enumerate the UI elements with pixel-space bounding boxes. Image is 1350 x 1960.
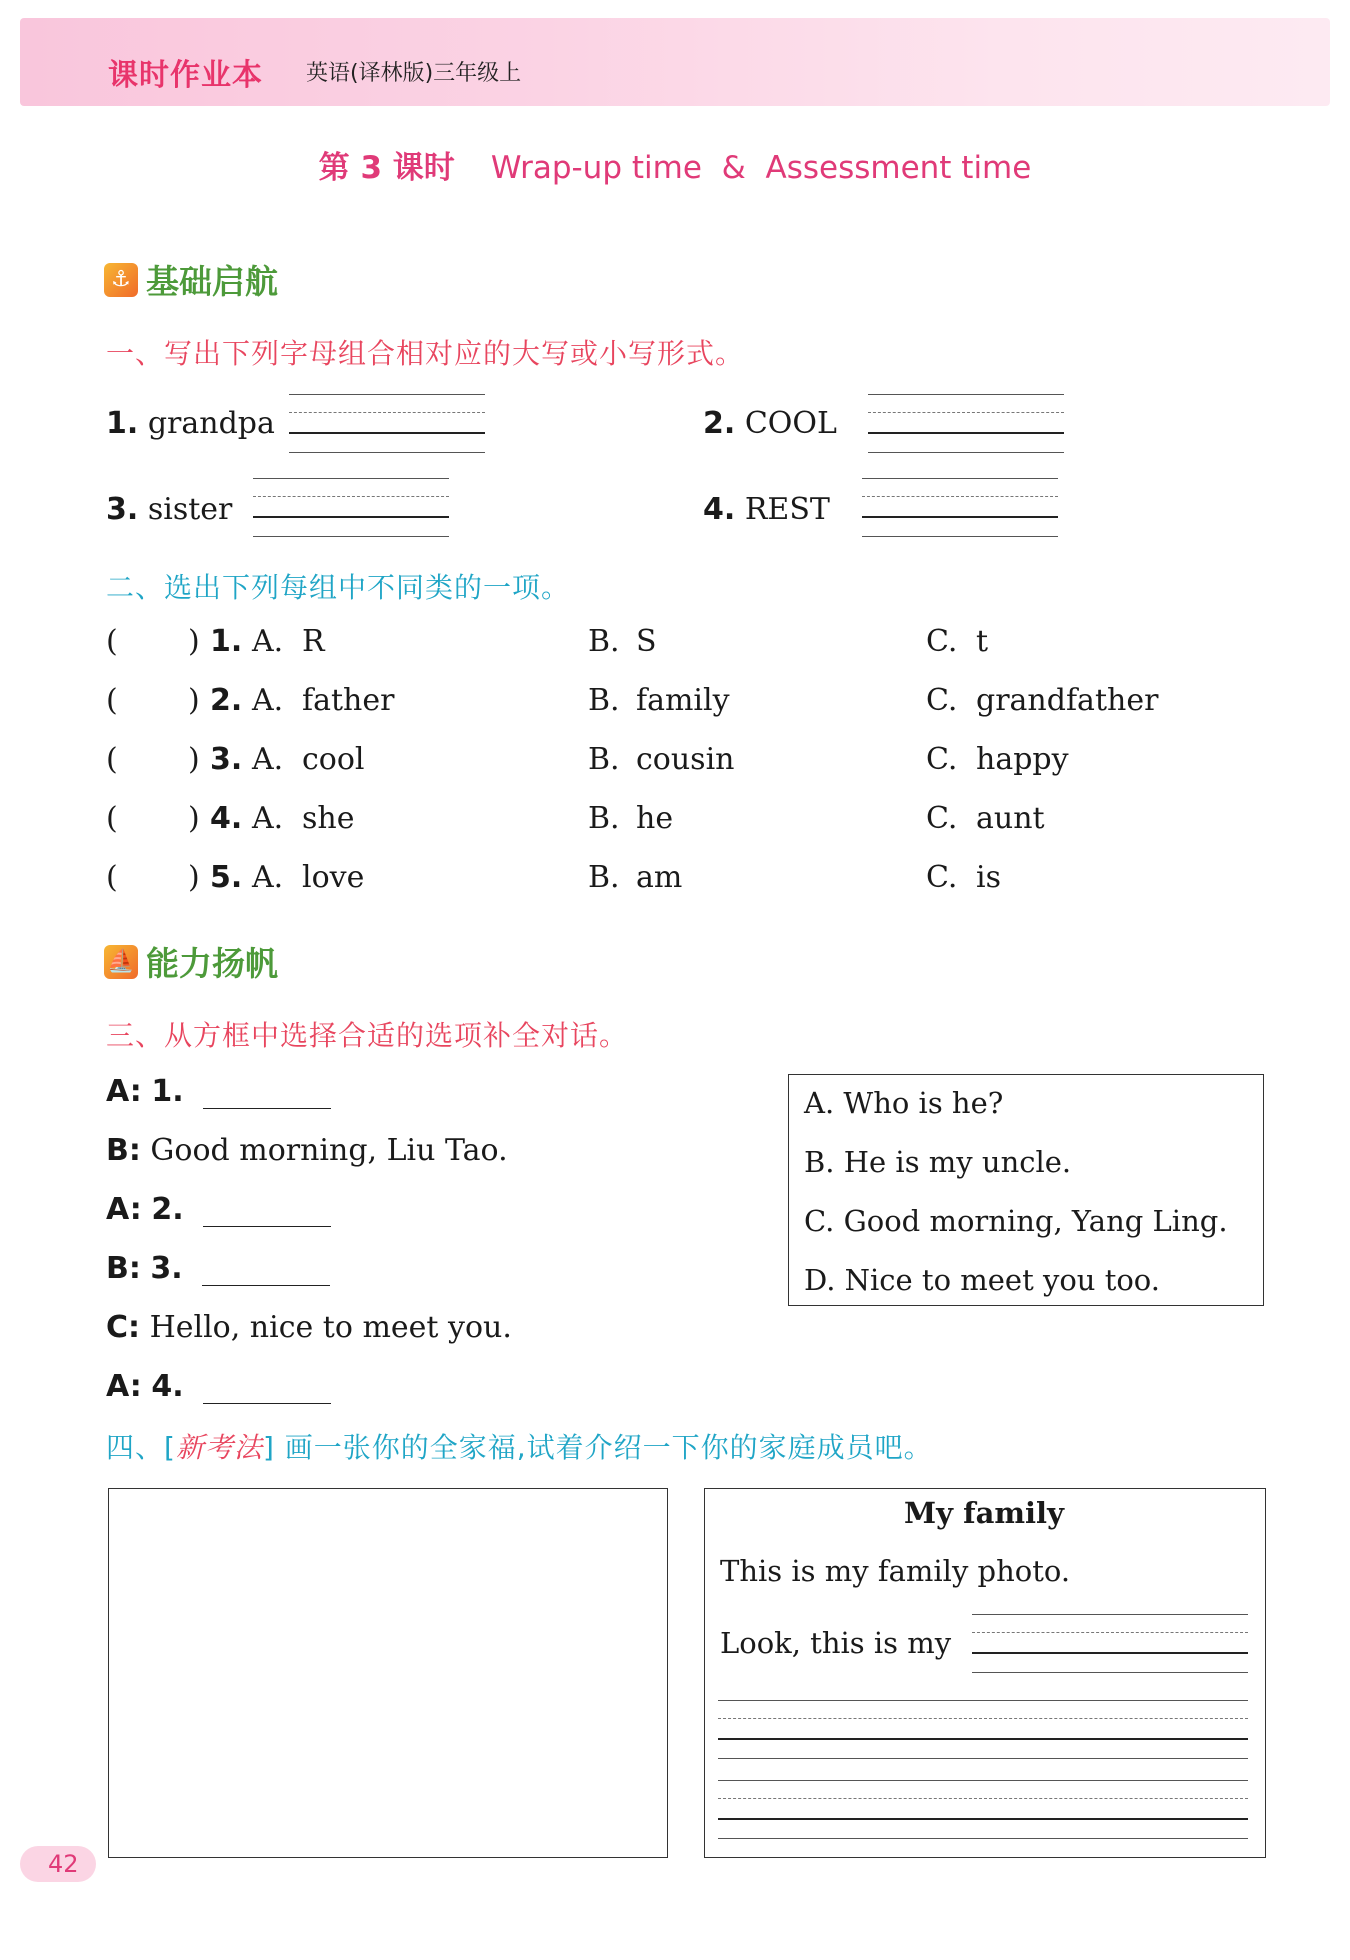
option-a-text: father: [302, 683, 395, 718]
option-b-label: B.: [588, 683, 620, 718]
dialog-blank-3[interactable]: [202, 1257, 330, 1286]
dialog-line-2: B: Good morning, Liu Tao.: [106, 1133, 508, 1168]
lesson-name: Wrap-up time & Assessment time: [490, 150, 1032, 186]
q1-item-3: 3. sister: [106, 492, 233, 527]
option-b: B. He is my uncle.: [804, 1145, 1072, 1179]
answer-paren-close: ): [188, 742, 200, 777]
dialog-blank-2[interactable]: [203, 1198, 331, 1227]
dialog-line-5: C: Hello, nice to meet you.: [106, 1310, 512, 1345]
writing-grid-2[interactable]: [718, 1780, 1248, 1840]
option-c-text: aunt: [976, 801, 1045, 836]
choice-row: [106, 860, 1206, 900]
option-c-label: C.: [926, 624, 958, 659]
writing-box-title: My family: [904, 1496, 1064, 1530]
lesson-number: 第 3 课时: [318, 150, 455, 186]
section-ability: [104, 938, 278, 985]
q1-answer-grid-1[interactable]: [289, 394, 485, 454]
anchor-icon: ⚓: [104, 263, 138, 297]
choice-row: [106, 624, 1206, 664]
option-a-text: she: [302, 801, 355, 836]
section-ability-label: 能力扬帆: [146, 944, 278, 983]
option-c-label: C.: [926, 860, 958, 895]
option-c: C. Good morning, Yang Ling.: [804, 1204, 1228, 1238]
answer-paren-open[interactable]: (: [106, 801, 118, 836]
dialog-blank-4[interactable]: [203, 1375, 331, 1404]
choice-row: [106, 683, 1206, 723]
writing-line-1: This is my family photo.: [720, 1554, 1071, 1588]
option-a-text: cool: [302, 742, 365, 777]
section-basic-label: 基础启航: [146, 262, 278, 301]
page-number: 42: [20, 1846, 96, 1882]
answer-paren-close: ): [188, 801, 200, 836]
option-c-label: C.: [926, 801, 958, 836]
answer-paren-open[interactable]: (: [106, 624, 118, 659]
answer-paren-open[interactable]: (: [106, 742, 118, 777]
dialog-line-6: A: 4.: [106, 1369, 331, 1404]
choice-row: [106, 742, 1206, 782]
option-b-text: S: [636, 624, 657, 659]
dialog-line-3: A: 2.: [106, 1192, 331, 1227]
section-basic: [104, 256, 278, 303]
option-a-label: A.: [252, 624, 284, 659]
option-c-text: t: [976, 624, 989, 659]
q1-answer-grid-2[interactable]: [868, 394, 1064, 454]
q1-answer-grid-3[interactable]: [253, 478, 449, 538]
q2-instruction: 二、选出下列每组中不同类的一项。: [106, 571, 571, 604]
option-b-text: am: [636, 860, 683, 895]
answer-paren-close: ): [188, 860, 200, 895]
choice-number: 5.: [210, 860, 243, 895]
choice-number: 3.: [210, 742, 243, 777]
dialog-blank-1[interactable]: [203, 1080, 331, 1109]
option-a-label: A.: [252, 742, 284, 777]
choice-row: [106, 801, 1206, 841]
writing-grid-inline[interactable]: [972, 1614, 1248, 1674]
new-exam-tag: 新考法: [175, 1431, 263, 1464]
brand-title: 课时作业本: [108, 58, 263, 93]
answer-paren-close: ): [188, 683, 200, 718]
option-a-label: A.: [252, 683, 284, 718]
lesson-title: [0, 142, 1350, 187]
writing-grid-1[interactable]: [718, 1700, 1248, 1760]
option-b-label: B.: [588, 742, 620, 777]
choice-number: 1.: [210, 624, 243, 659]
option-b-text: family: [636, 683, 730, 718]
option-c-text: is: [976, 860, 1001, 895]
option-a-label: A.: [252, 801, 284, 836]
option-a: A. Who is he?: [804, 1086, 1004, 1120]
option-b-text: cousin: [636, 742, 735, 777]
option-a-label: A.: [252, 860, 284, 895]
option-c-text: grandfather: [976, 683, 1159, 718]
writing-line-2: Look, this is my: [720, 1626, 952, 1660]
option-a-text: R: [302, 624, 325, 659]
q1-item-1: 1. grandpa: [106, 406, 275, 441]
choice-number: 2.: [210, 683, 243, 718]
option-d: D. Nice to meet you too.: [804, 1263, 1160, 1297]
q4-instruction: 四、[新考法] 画一张你的全家福,试着介绍一下你的家庭成员吧。: [106, 1431, 933, 1464]
q1-item-2: 2. COOL: [703, 406, 837, 441]
option-b-text: he: [636, 801, 674, 836]
option-c-text: happy: [976, 742, 1069, 777]
option-c-label: C.: [926, 742, 958, 777]
dialog-line-4: B: 3.: [106, 1251, 330, 1286]
option-c-label: C.: [926, 683, 958, 718]
subject-title: 英语(译林版)三年级上: [306, 61, 522, 86]
q1-instruction: 一、写出下列字母组合相对应的大写或小写形式。: [106, 337, 745, 370]
q1-answer-grid-4[interactable]: [862, 478, 1058, 538]
answer-paren-open[interactable]: (: [106, 683, 118, 718]
sailboat-icon: ⛵: [104, 945, 138, 979]
choice-number: 4.: [210, 801, 243, 836]
answer-paren-open[interactable]: (: [106, 860, 118, 895]
answer-paren-close: ): [188, 624, 200, 659]
dialog-line-1: A: 1.: [106, 1074, 331, 1109]
option-b-label: B.: [588, 801, 620, 836]
option-a-text: love: [302, 860, 365, 895]
drawing-box[interactable]: [108, 1488, 668, 1858]
q3-instruction: 三、从方框中选择合适的选项补全对话。: [106, 1019, 629, 1052]
q1-item-4: 4. REST: [703, 492, 830, 527]
option-b-label: B.: [588, 624, 620, 659]
option-b-label: B.: [588, 860, 620, 895]
